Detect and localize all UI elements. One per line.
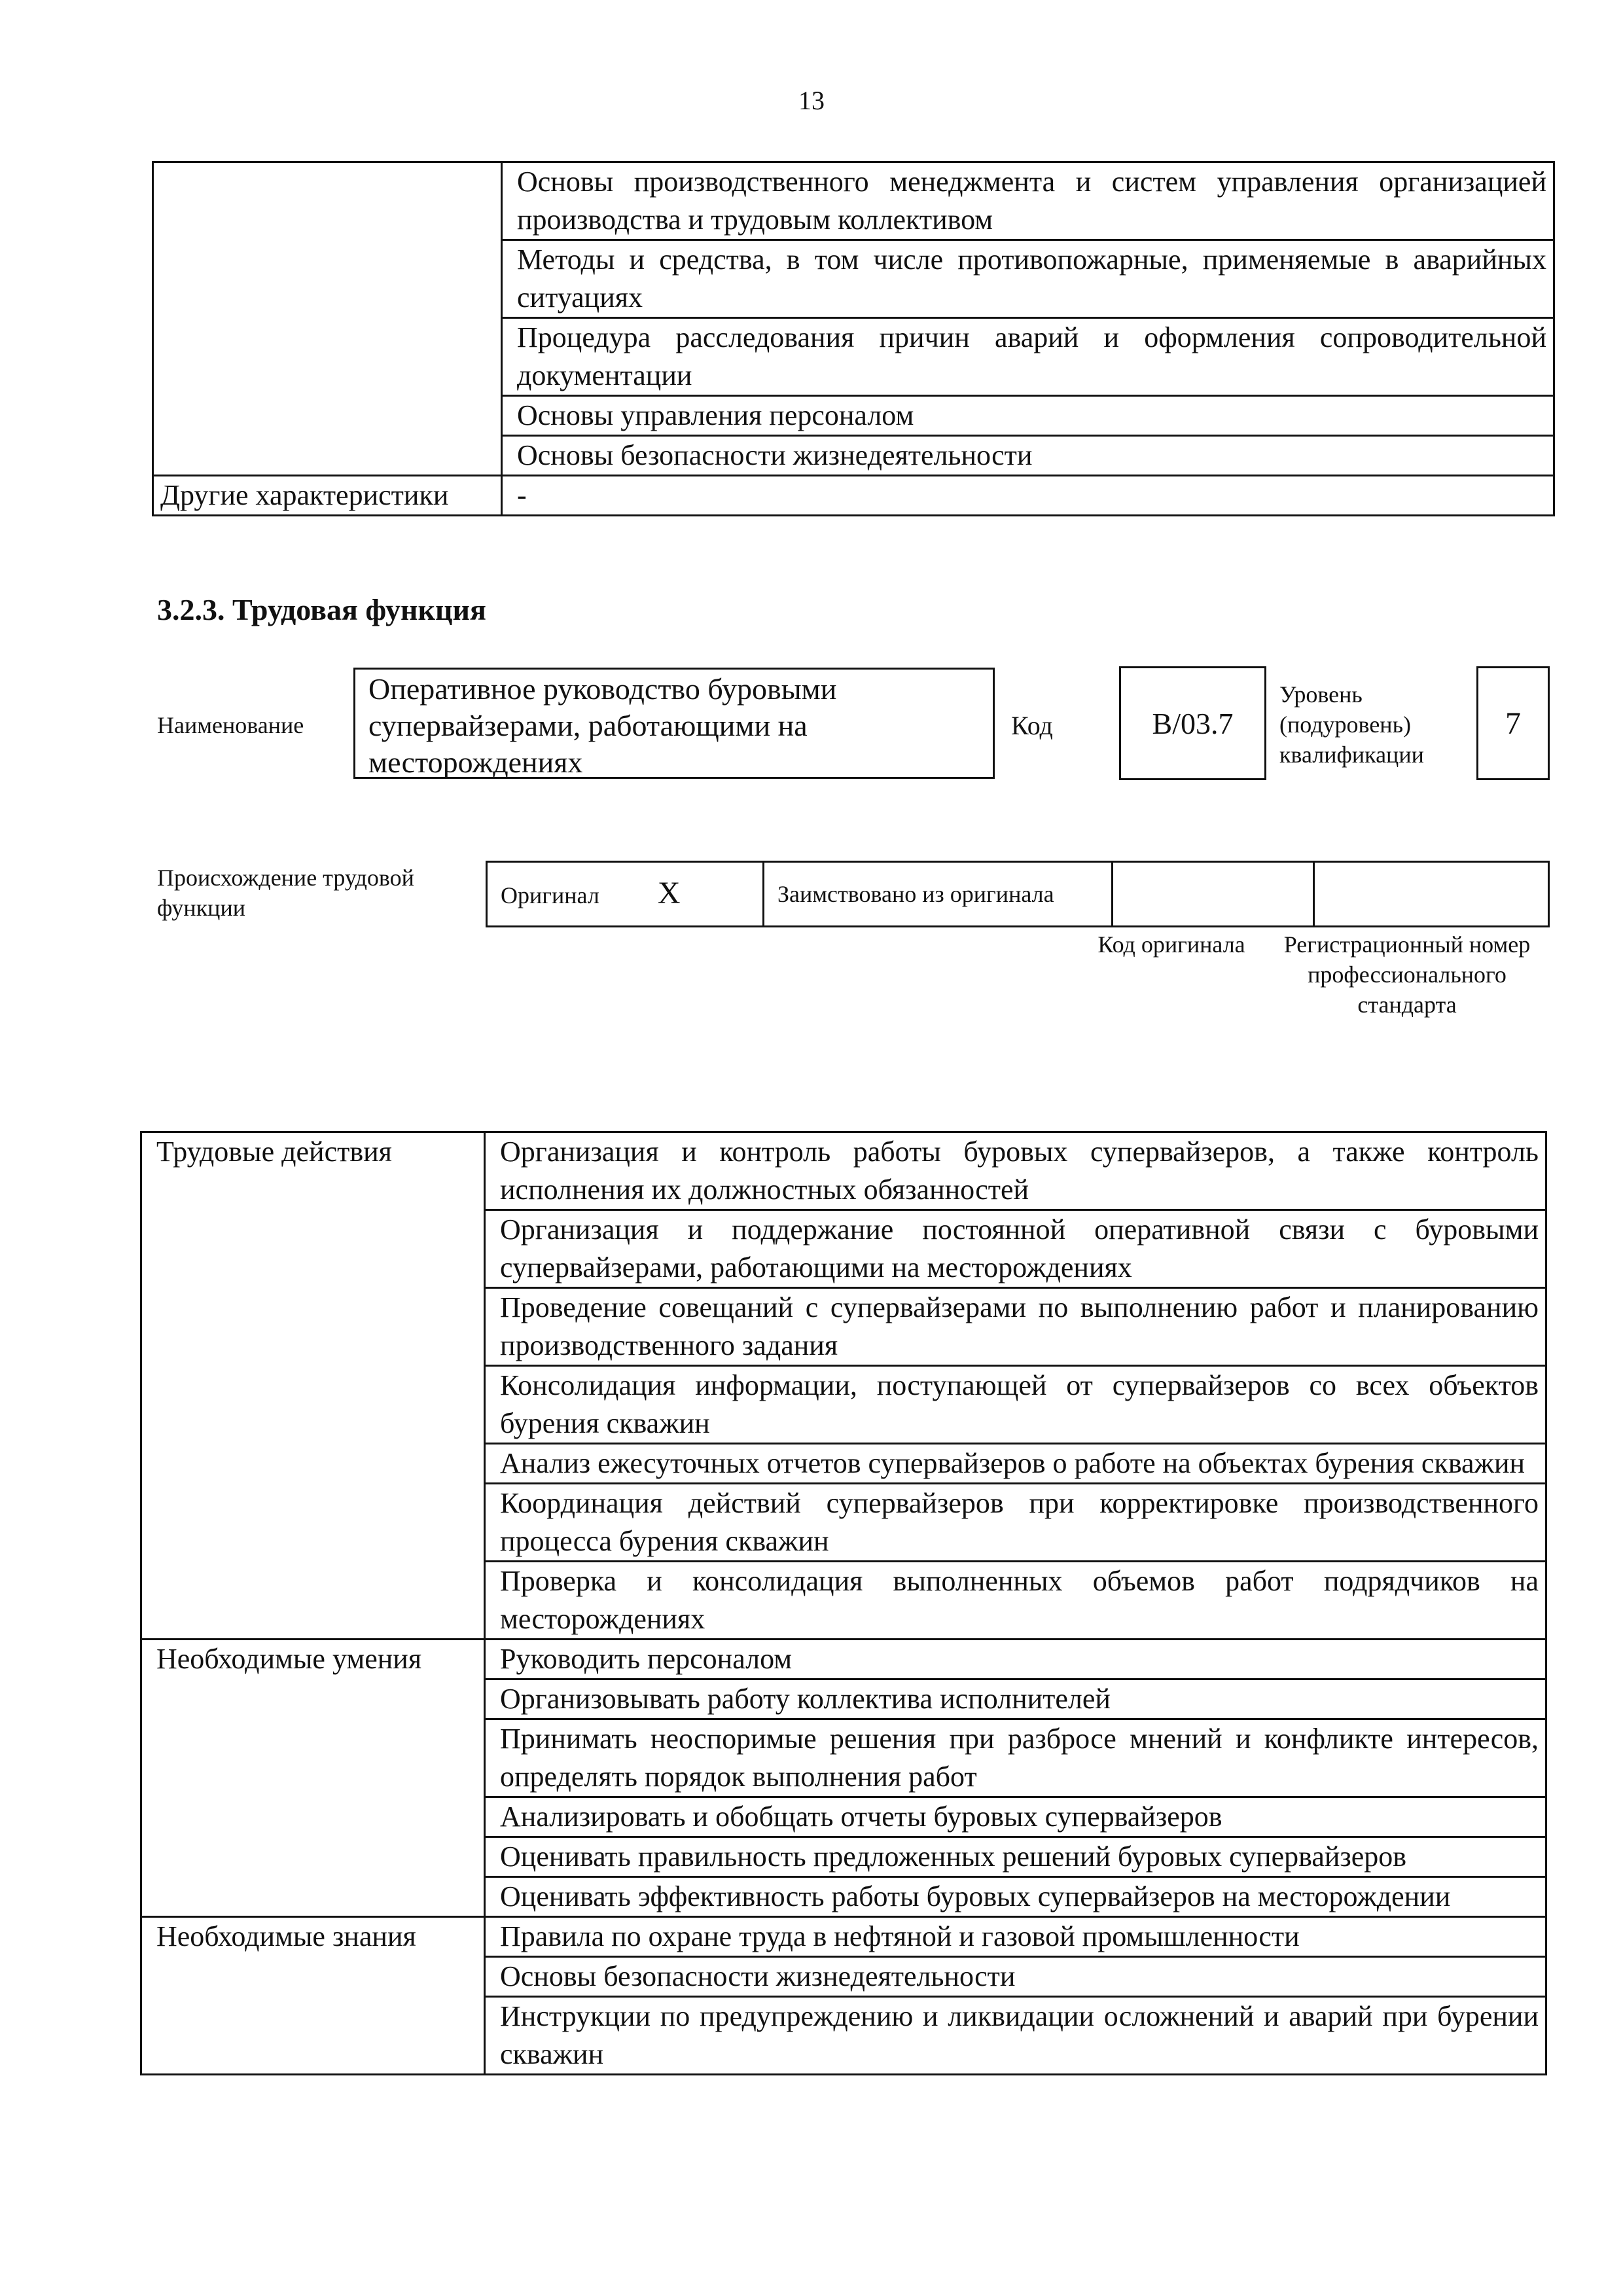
required-skills-label: Необходимые умения (141, 1640, 485, 1917)
table-row (141, 1640, 1546, 1679)
reg-number-cell (1314, 862, 1549, 927)
labor-action-item: Организация и контроль работы буровых супервайзеров, а также контроль исполнения их должностных обязанностей (485, 1132, 1546, 1210)
skill-item: Анализировать и обобщать отчеты буровых супервайзеров (485, 1797, 1546, 1837)
skill-item: Руководить персоналом (485, 1640, 1546, 1679)
required-knowledge-label: Необходимые знания (141, 1917, 485, 2075)
labor-action-item: Консолидация информации, поступающей от супервайзеров со всех объектов бурения скважин (485, 1366, 1546, 1444)
page-number: 13 (798, 86, 825, 115)
knowledge-item: Основы безопасности жизнедеятельности (485, 1957, 1546, 1997)
function-code-box: B/03.7 (1119, 666, 1266, 780)
original-mark: X (657, 875, 681, 910)
original-text: Оригинал (501, 882, 599, 908)
code-original-cell (1113, 862, 1314, 927)
skill-item: Организовывать работу коллектива исполнителей (485, 1679, 1546, 1719)
reg-number-caption: Регистрационный номер профессионального стандарта (1283, 931, 1531, 1018)
labor-actions-label: Трудовые действия (141, 1132, 485, 1640)
name-label: Наименование (157, 712, 304, 738)
code-original-caption: Код оригинала (1097, 931, 1245, 958)
knowledge-item: Правила по охране труда в нефтяной и газовой промышленности (485, 1917, 1546, 1957)
empty-label-cell (153, 162, 502, 476)
origin-table (486, 861, 1550, 927)
origin-label: Происхождение трудовой функции (157, 865, 414, 921)
previous-function-knowledge-table (152, 161, 1555, 516)
table-row (153, 162, 1554, 240)
other-characteristics-label: Другие характеристики (153, 476, 502, 516)
skill-item: Оценивать правильность предложенных решений буровых супервайзеров (485, 1837, 1546, 1877)
labor-action-item: Организация и поддержание постоянной оперативной связи с буровыми супервайзерами, работающими на месторождениях (485, 1210, 1546, 1288)
other-characteristics-value: - (502, 476, 1554, 516)
skill-item: Принимать неоспоримые решения при разбросе мнений и конфликте интересов, определять порядок выполнения работ (485, 1719, 1546, 1797)
skill-item: Оценивать эффективность работы буровых супервайзеров на месторождении (485, 1877, 1546, 1917)
borrowed-cell: Заимствовано из оригинала (764, 862, 1113, 927)
table-row (141, 1917, 1546, 1957)
table-row (487, 862, 1549, 927)
original-cell (487, 862, 764, 927)
labor-action-item: Проверка и консолидация выполненных объемов работ подрядчиков на месторождениях (485, 1562, 1546, 1640)
knowledge-item: Основы производственного менеджмента и систем управления организацией производства и трудовым коллективом (502, 162, 1554, 240)
knowledge-item: Процедура расследования причин аварий и оформления сопроводительной документации (502, 318, 1554, 396)
labor-action-item: Проведение совещаний с супервайзерами по выполнению работ и планированию производственного задания (485, 1288, 1546, 1366)
knowledge-item: Основы безопасности жизнедеятельности (502, 436, 1554, 476)
labor-action-item: Координация действий супервайзеров при корректировке производственного процесса бурения скважин (485, 1484, 1546, 1562)
qualification-level-box: 7 (1476, 666, 1550, 780)
knowledge-item: Инструкции по предупреждению и ликвидации осложнений и аварий при бурении скважин (485, 1997, 1546, 2075)
function-name-box: Оперативное руководство буровыми супервайзерами, работающими на месторождениях (353, 668, 995, 779)
knowledge-item: Основы управления персоналом (502, 396, 1554, 436)
knowledge-item: Методы и средства, в том числе противопожарные, применяемые в аварийных ситуациях (502, 240, 1554, 318)
section-heading: 3.2.3. Трудовая функция (157, 593, 486, 626)
labor-action-item: Анализ ежесуточных отчетов супервайзеров о работе на объектах бурения скважин (485, 1444, 1546, 1484)
table-row (153, 476, 1554, 516)
labor-function-table (140, 1131, 1547, 2075)
table-row (141, 1132, 1546, 1210)
qualification-level-label: Уровень (подуровень) квалификации (1279, 681, 1424, 768)
code-label: Код (1011, 711, 1053, 740)
